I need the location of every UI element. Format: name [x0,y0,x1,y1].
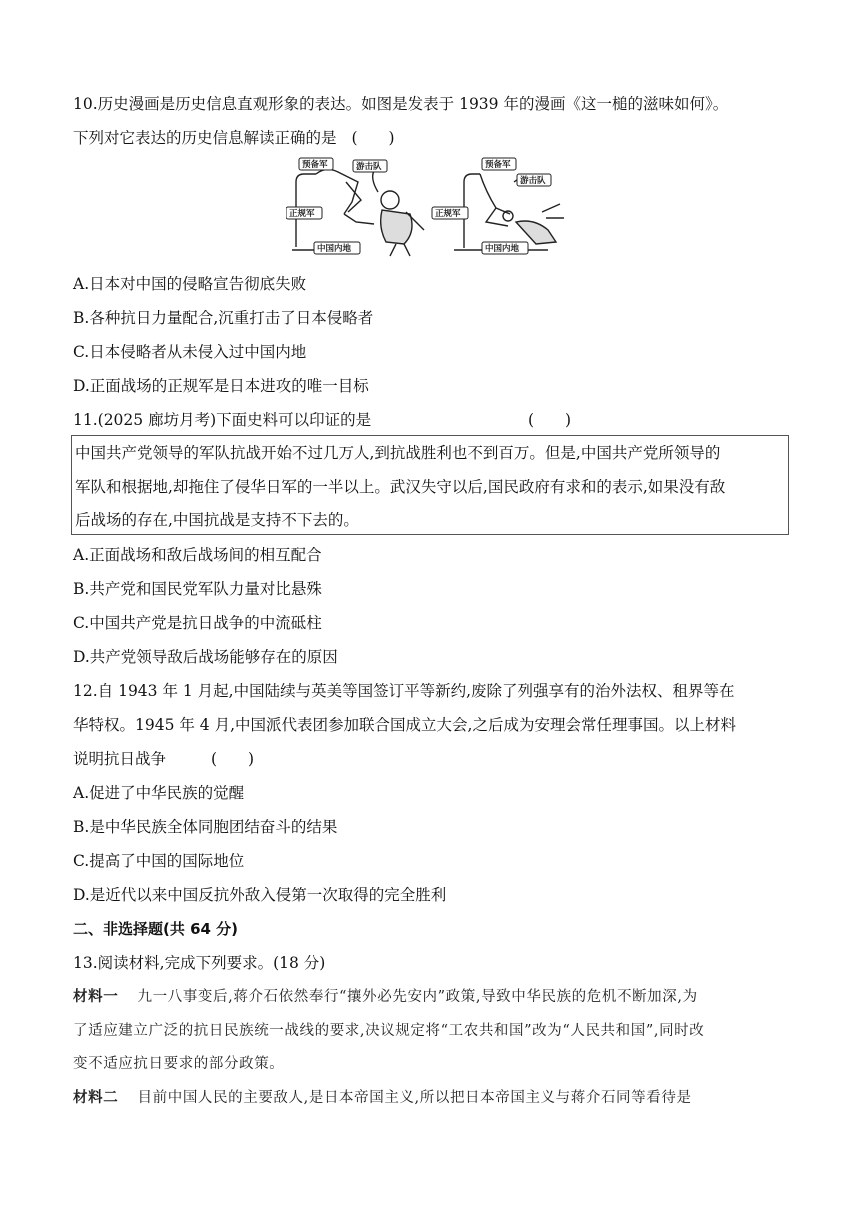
section2-title: 二、非选择题(共 64 分) [73,920,239,938]
q12-stem-line3 [73,749,254,769]
q13-material1-line1 [73,987,698,1007]
q13-material1-text1: 九一八事变后,蒋介石依然奉行“攘外必先安内”政策,导致中华民族的危机不断加深,为 [137,989,698,1005]
q10-stem-line2 [73,128,395,148]
q13-material1-label: 材料一 [73,989,119,1005]
q10-stem-text: 下列对它表达的历史信息解读正确的是 [73,129,337,147]
q13-material2-label: 材料二 [73,1090,119,1106]
q13-stem: 13.阅读材料,完成下列要求。(18 分) [73,954,326,972]
q10-cartoon [286,152,571,262]
q10-answer-paren: ( ) [351,129,395,147]
cartoon-label-regular-right: 正规军 [435,209,461,219]
q12-option-d[interactable]: D.是近代以来中国反抗外敌入侵第一次取得的完全胜利 [73,886,447,904]
cartoon-label-reserve: 预备军 [302,160,328,170]
cartoon-label-interior-right: 中国内地 [485,244,520,254]
q11-stem: 11.(2025 廊坊月考)下面史料可以印证的是 [73,411,372,429]
q12-answer-paren: ( ) [210,750,255,768]
q11-material-box [71,435,789,535]
q11-option-b[interactable]: B.共产党和国民党军队力量对比悬殊 [73,580,322,598]
q12-stem-text: 说明抗日战争 [73,750,167,768]
q10-option-a[interactable]: A.日本对中国的侵略宣告彻底失败 [73,275,307,293]
q13-material1-line2: 了适应建立广泛的抗日民族统一战线的要求,决议规定将“工农共和国”改为“人民共和国”,同时改 [73,1023,705,1039]
q12-option-c[interactable]: C.提高了中国的国际地位 [73,852,245,870]
q11-answer-paren: ( ) [528,411,572,429]
cartoon-label-regular: 正规军 [289,209,315,219]
q11-option-c[interactable]: C.中国共产党是抗日战争的中流砥柱 [73,614,322,632]
q10-stem-line1: 10.历史漫画是历史信息直观形象的表达。如图是发表于 1939 年的漫画《这一槌的滋味如何》。 [73,95,729,113]
q11-option-a[interactable]: A.正面战场和敌后战场间的相互配合 [73,546,322,564]
cartoon-label-interior: 中国内地 [317,244,352,254]
q10-option-b[interactable]: B.各种抗日力量配合,沉重打击了日本侵略者 [73,309,374,327]
cartoon-label-reserve-right: 预备军 [485,160,511,170]
q11-stem-line [73,410,572,430]
cartoon-label-guerrilla-right: 游击队 [520,176,546,186]
cartoon-label-guerrilla: 游击队 [356,162,382,172]
q11-material-line3: 后战场的存在,中国抗战是支持不下去的。 [75,511,359,529]
q12-stem-line2: 华特权。1945 年 4 月,中国派代表团参加联合国成立大会,之后成为安理会常任理事国。以上材料 [73,716,736,734]
q12-option-a[interactable]: A.促进了中华民族的觉醒 [73,784,245,802]
q13-material2-text1: 目前中国人民的主要敌人,是日本帝国主义,所以把日本帝国主义与蒋介石同等看待是 [137,1090,692,1106]
q11-option-d[interactable]: D.共产党领导敌后战场能够存在的原因 [73,648,338,666]
cartoon-drawing [286,152,571,262]
q11-material-line1: 中国共产党领导的军队抗战开始不过几万人,到抗战胜利也不到百万。但是,中国共产党所领导的 [75,444,721,462]
q13-material1-line3: 变不适应抗日要求的部分政策。 [73,1056,285,1072]
q13-material2-line1 [73,1088,692,1108]
q10-option-c[interactable]: C.日本侵略者从未侵入过中国内地 [73,343,307,361]
q10-option-d[interactable]: D.正面战场的正规军是日本进攻的唯一目标 [73,377,369,395]
q12-stem-line1: 12.自 1943 年 1 月起,中国陆续与英美等国签订平等新约,废除了列强享有的治外法权、租界等在 [73,682,735,700]
q11-material-line2: 军队和根据地,却拖住了侵华日军的一半以上。武汉失守以后,国民政府有求和的表示,如果没有敌 [75,478,726,496]
q12-option-b[interactable]: B.是中华民族全体同胞团结奋斗的结果 [73,818,338,836]
